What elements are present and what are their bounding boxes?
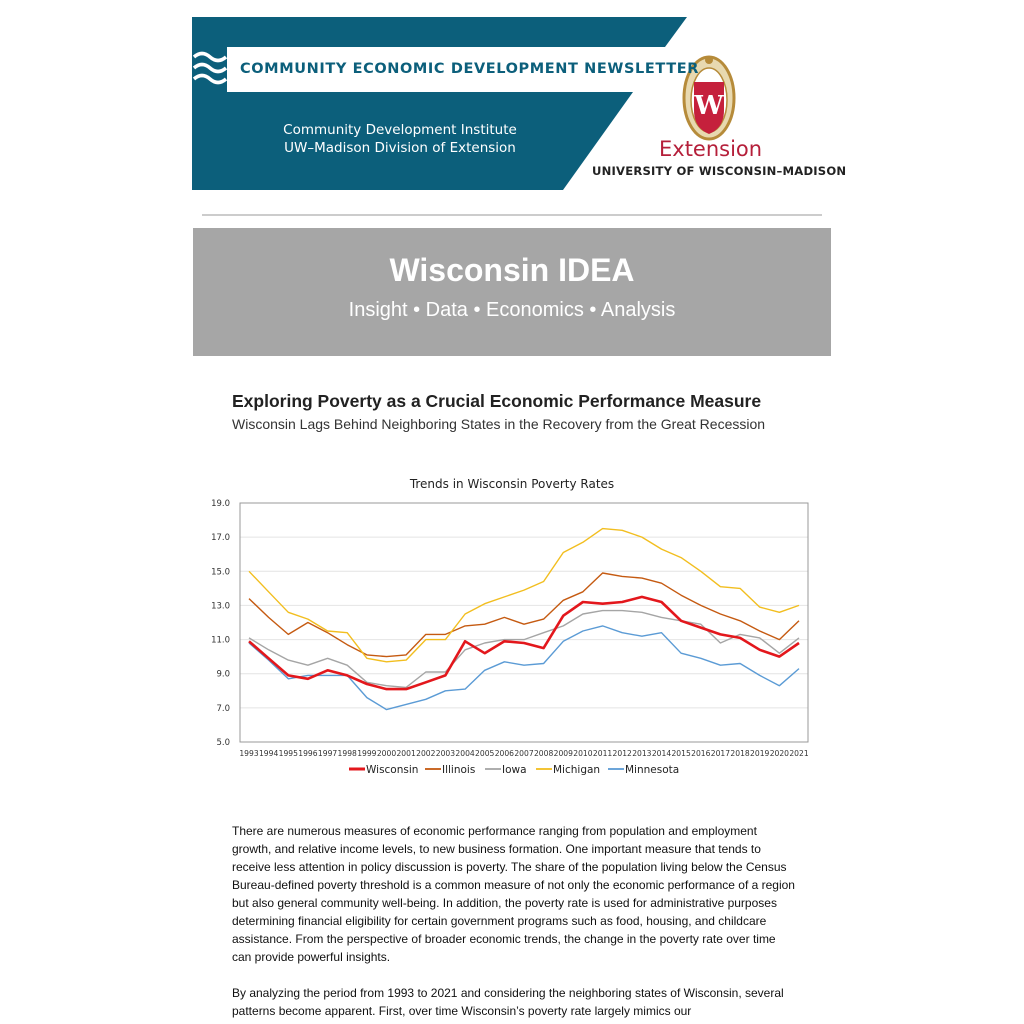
institute-name: Community Development Institute [283, 122, 517, 138]
paragraph-2: By analyzing the period from 1993 to 2021 and considering the neighboring states of Wisconsin, several patterns become apparent. First, over time Wisconsin’s poverty rate largely mimics our [232, 986, 784, 1018]
x-tick-label: 2014 [651, 749, 672, 758]
legend-item-wisconsin [349, 764, 418, 776]
university-wordmark: UNIVERSITY OF WISCONSIN–MADISON [592, 164, 847, 178]
x-tick-label: 1997 [317, 749, 338, 758]
legend-label: Iowa [502, 764, 527, 776]
header-divider [202, 214, 822, 216]
y-tick-label: 9.0 [216, 669, 230, 680]
article-title: Exploring Poverty as a Crucial Economic Performance Measure [232, 391, 762, 411]
x-tick-label: 2018 [730, 749, 750, 758]
x-tick-label: 2003 [435, 749, 456, 758]
y-tick-label: 11.0 [211, 635, 230, 646]
x-tick-label: 2012 [612, 749, 632, 758]
x-tick-label: 2019 [750, 749, 770, 758]
x-tick-label: 2015 [671, 749, 691, 758]
banner-graphics [0, 0, 1024, 200]
x-tick-label: 1993 [239, 749, 259, 758]
x-tick-label: 2006 [494, 749, 515, 758]
y-tick-label: 13.0 [211, 601, 230, 612]
x-tick-label: 2020 [769, 749, 790, 758]
x-tick-label: 2002 [416, 749, 436, 758]
y-tick-label: 15.0 [211, 567, 230, 578]
legend-label: Illinois [442, 764, 476, 776]
hero-banner [193, 228, 831, 356]
x-tick-label: 1998 [337, 749, 357, 758]
y-tick-label: 17.0 [211, 533, 230, 544]
legend-label: Wisconsin [366, 764, 419, 776]
x-tick-label: 2009 [553, 749, 573, 758]
article-subtitle: Wisconsin Lags Behind Neighboring States in the Recovery from the Great Recession [232, 416, 766, 432]
crest-letter: W [694, 91, 724, 121]
x-tick-label: 2011 [592, 749, 613, 758]
x-tick-label: 1995 [278, 749, 298, 758]
hero-title: Wisconsin IDEA [389, 252, 635, 288]
chart-title: Trends in Wisconsin Poverty Rates [409, 477, 615, 491]
division-name: UW–Madison Division of Extension [284, 140, 516, 156]
legend-item-michigan [536, 764, 600, 776]
paragraph-1: There are numerous measures of economic performance ranging from population and employment growth, and relative income levels, to new business formation. One important measure that tends to receive less attention in policy discussion is poverty. The share of the population living below the Census Bureau-defined poverty threshold is a common measure of not only the economic performance of a region but also general community well-being. In addition, the poverty rate is used for administrative purposes determining financial eligibility for certain government programs such as food, housing, and childcare assistance. From the perspective of broader economic trends, the change in the poverty rate over time can provide powerful insights. [232, 824, 795, 964]
x-tick-label: 2000 [376, 749, 397, 758]
banner-top-strip [192, 17, 687, 47]
y-tick-label: 5.0 [216, 738, 230, 748]
poverty-line-chart [200, 470, 824, 790]
x-tick-label: 2008 [533, 749, 554, 758]
x-tick-label: 2005 [475, 749, 495, 758]
x-tick-label: 2017 [710, 749, 731, 758]
hero-subtitle: Insight • Data • Economics • Analysis [348, 299, 676, 321]
plot-area-frame [240, 503, 808, 742]
x-tick-label: 2016 [691, 749, 711, 758]
x-tick-label: 1996 [298, 749, 318, 758]
legend-item-iowa [485, 764, 527, 776]
legend-label: Minnesota [625, 764, 680, 776]
x-tick-label: 2001 [396, 749, 416, 758]
x-tick-label: 2007 [514, 749, 534, 758]
x-tick-label: 2013 [632, 749, 652, 758]
legend-item-illinois [425, 764, 475, 776]
x-tick-label: 1994 [258, 749, 279, 758]
legend-item-minnesota [608, 764, 679, 776]
x-tick-label: 2004 [455, 749, 475, 758]
newsletter-title: COMMUNITY ECONOMIC DEVELOPMENT NEWSLETTER [240, 61, 699, 77]
y-tick-label: 7.0 [216, 703, 230, 714]
y-tick-label: 19.0 [211, 499, 230, 509]
institute-block [260, 121, 540, 157]
legend-label: Michigan [553, 764, 601, 776]
extension-wordmark: Extension [659, 137, 763, 161]
x-tick-label: 2010 [573, 749, 593, 758]
x-tick-label: 1999 [357, 749, 377, 758]
x-tick-label: 2021 [789, 749, 809, 758]
